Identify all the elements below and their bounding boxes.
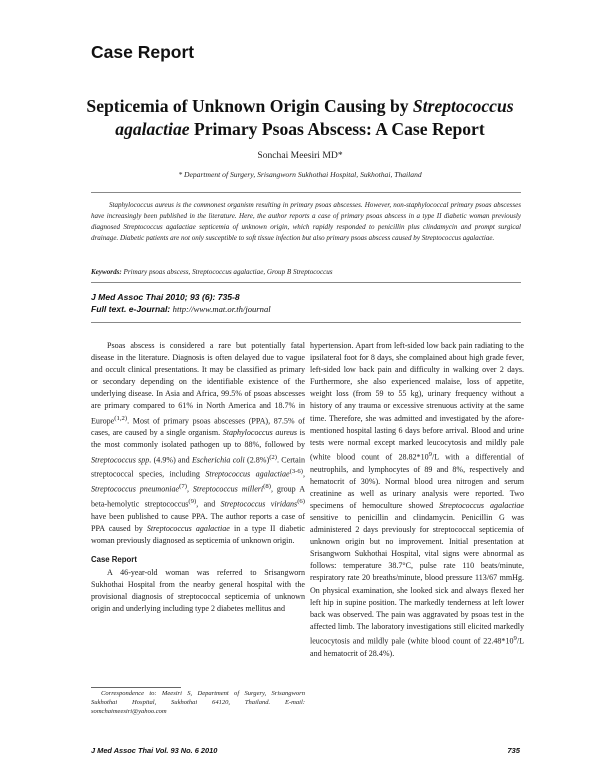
footer-journal: J Med Assoc Thai Vol. 93 No. 6 2010 [91, 746, 218, 755]
right-column [310, 340, 524, 660]
abstract-bottom-rule [91, 282, 521, 283]
page-number: 735 [507, 746, 520, 755]
abstract: Staphylococcus aureus is the commonest organism resulting in primary psoas abscesses. However, non-staphylococcal primary psoas abscesses have increasingly been published in the literature. Here, the author reports a case of primary psoas abscess in a type II diabetic woman previously diagnosed Streptococcus agalactiae septicemia of unknown origin, which rapidly responded to penicillin plus clindamycin and prompt surgical drainage. Diabetic patients are not only susceptible to soft tissue infection but also primary psoas abscess caused by Streptococcus agalactiae. [91, 201, 521, 243]
citation-line: J Med Assoc Thai 2010; 93 (6): 735-8 [91, 292, 240, 302]
keywords: Keywords: Primary psoas abscess, Streptococcus agalactiae, Group B Streptococcus [91, 268, 333, 276]
case-continuation-paragraph: hypertension. Apart from left-sided low back pain radiating to the ipsilateral foot for 8 days, she complained about high grade fever, left-sided low back pain and difficulty in walking over 2 days. Furthermore, she also experienced malaise, loss of appetite, weight loss (from 59 to 55 kg), urinary frequency without a history of any trauma or excessive strenuous activity at the same time. Therefore, she was admitted and investigated by the afore-mentioned hospital lasting 6 days before arrival. Blood and urine tests were normal except marked leucocytosis and mildly pale (white blood count of $28.82*10^9/L$ with a differential of neutrophils, and lymphocytes of 89 and 8%, respectively and hematocrit of 30%). Normal blood urea nitrogen and serum creatinine as well as urinary analysis were reported. Two specimens of hemoculture showed Streptococcus agalactiae sensitive to penicillin and clindamycin. Penicillin G was administered 2 days previously for streptococcal septicemia of unknown origin but no improvement. Initial presentation at Srisangworn Sukhothai Hospital, vital signs were abnormal as follows: temperature 38.7°C, pulse rate 110 beats/minute, respiratory rate 20 breaths/minute, blood pressure 113/67 mmHg. On physical examination, she looked sick and always flexed her left hip in supine position. The markedly tenderness at left lower back was observed. The pain was aggravated by psoas test in the affected limb. The laboratory investigations still elicited markedly leucocytosis and mildly pale (white blood count of $22.48*10^9/L$ and hematocrit of 28.4%). [310, 341, 524, 658]
journal-url-link[interactable]: http://www.mat.or.th/journal [172, 303, 271, 314]
affiliation-line: * Department of Surgery, Srisangworn Sukhothai Hospital, Sukhothai, Thailand [178, 170, 422, 179]
correspondence-rule [91, 687, 181, 688]
case-paragraph: A 46-year-old woman was referred to Srisangworn Sukhothai Hospital from the nearby general hospital with the provisional diagnosis of streptococcal septicemia of unknown origin and underlying including type 2 diabetes mellitus and [91, 567, 305, 614]
case-report-heading: Case Report [91, 554, 137, 564]
abstract-top-rule [91, 192, 521, 193]
section-label: Case Report [91, 42, 195, 62]
citation-rule [91, 322, 521, 323]
author-line: Sonchai Meesiri MD* [257, 150, 343, 161]
article-title: Septicemia of Unknown Origin Causing by Streptococcus agalactiae Primary Psoas Abscess: A Case Report [86, 96, 514, 139]
correspondence-note: Correspondence to: Meesiri S, Department of Surgery, Srisangworn Sukhothai Hospital, Sukhothai 64120, Thailand. E-mail: somchaimeesiri@yahoo.com [91, 690, 305, 715]
citation-block [91, 292, 521, 316]
intro-paragraph: Psoas abscess is considered a rare but potentially fatal disease in the literature. Diagnosis is often delayed due to vague and occult clinical presentations. It may be classified as primary or secondary depending on the identifiable existence of the underlying disease. In Asia and Africa, 99.5% of psoas abscesses are primary compared to 61% in North America and 18.7% in Europe$^{(1,2)}$. Most of primary psoas abscesses (PPA), 87.5% of cases, are caused by a single organism. Staphylococcus aureus is the most commonly isolated pathogen up to 88%, followed by Streptococcus spp. (4.9%) and Escherichia coli $(2.8\%)^{(2)}$. Certain streptococcal species, including Streptococcus agalactiae$^{(3-6)}$, Streptococcus pneumoniae$^{(7)}$, Streptococcus milleri$^{(8)}$, group A beta-hemolytic streptococcus$^{(9)}$, and Streptococcus viridans$^{(6)}$ have been published to cause PPA. The author reports a case of PPA caused by Streptococcus agalactiae in a type II diabetic woman previously diagnosed as septicemia of unknown origin. [91, 341, 306, 545]
fulltext-line: Full text. e-Journal: http://www.mat.or.th/journal [91, 303, 271, 314]
left-column [91, 340, 305, 615]
